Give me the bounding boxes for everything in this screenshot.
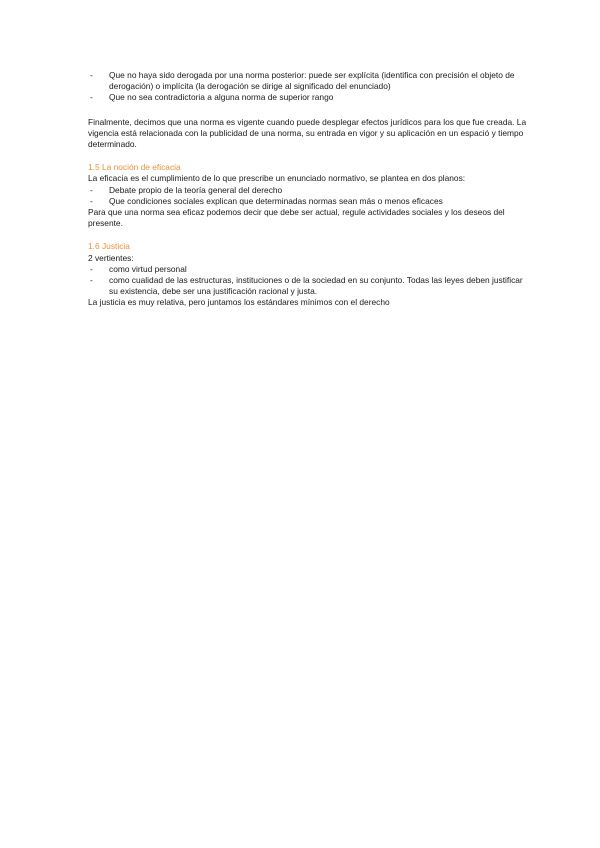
justicia-list: [88, 264, 528, 298]
list-item-text: Debate propio de la teoría general del derecho: [109, 184, 283, 195]
bullet-marker: -: [90, 92, 93, 103]
vigencia-paragraph: Finalmente, decimos que una norma es vigente cuando puede desplegar efectos jurídicos para los que fue creada. La vigencia está relacionada con la publicidad de una norma, su entrada en vigor y su aplicación en un espació y tiempo determinado.: [88, 116, 527, 150]
list-item-text: Que condiciones sociales explican que determinadas normas sean más o menos eficaces: [109, 195, 443, 206]
document-content: [88, 70, 528, 309]
justicia-closing: La justicia es muy relativa, pero juntamos los estándares mínimos con el derecho: [88, 297, 390, 308]
section-heading-justicia: 1.6 Justicia: [88, 241, 130, 252]
justicia-intro: 2 vertientes:: [88, 252, 134, 263]
bullet-marker: -: [90, 70, 93, 80]
bullet-marker: -: [90, 263, 93, 274]
list-item: [88, 92, 528, 103]
bullet-marker: -: [90, 195, 93, 206]
list-item-text: Que no sea contradictoria a alguna norma de superior rango: [109, 92, 334, 103]
eficacia-intro: La eficacia es el cumplimiento de lo que prescribe un enunciado normativo, se plantea en dos planos:: [88, 173, 466, 184]
list-item: [88, 196, 528, 207]
bullet-marker: -: [90, 184, 93, 195]
list-item-text: como virtud personal: [109, 263, 187, 274]
section-heading-eficacia: 1.5 La noción de eficacia: [88, 162, 181, 173]
eficacia-list: [88, 185, 528, 207]
list-item: [88, 185, 528, 196]
eficacia-closing: Para que una norma sea eficaz podemos decir que debe ser actual, regule actividades sociales y los deseos del presente.: [88, 207, 505, 229]
bullet-marker: -: [90, 275, 93, 286]
list-item: [88, 70, 528, 92]
list-item: [88, 275, 528, 297]
list-item-text: Que no haya sido derogada por una norma posterior: puede ser explícita (identifica con precisión el objeto de derogación) o implícita (la derogación se dirige al significado del enunciado): [109, 70, 515, 92]
derogation-conditions-list: [88, 70, 528, 104]
list-item-text: como cualidad de las estructuras, instituciones o de la sociedad en su conjunto. Todas las leyes deben justificar su existencia, debe ser una justificación racional y justa.: [109, 275, 523, 297]
list-item: [88, 264, 528, 275]
